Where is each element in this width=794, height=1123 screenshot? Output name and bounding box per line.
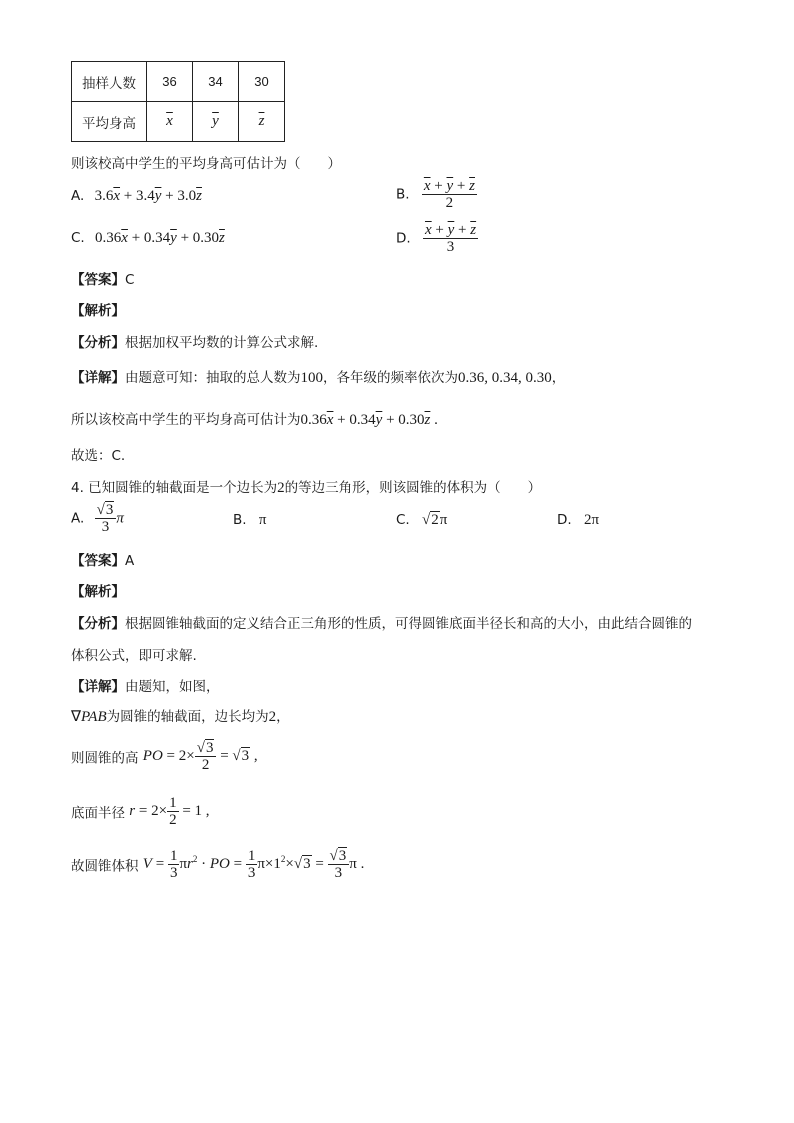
answer-tag: 【答案】 bbox=[71, 272, 125, 288]
triangle-line bbox=[71, 705, 290, 726]
radius-text: 底面半径 bbox=[71, 805, 125, 822]
option-c bbox=[71, 230, 225, 247]
analysis-tag: 【解析】 bbox=[71, 584, 125, 600]
detail-tag: 【详解】 bbox=[71, 370, 125, 386]
q4-option-b bbox=[233, 512, 266, 529]
table-row-label: 抽样人数 bbox=[72, 62, 147, 102]
table-row bbox=[72, 102, 285, 142]
option-label: B. bbox=[233, 512, 247, 528]
side-length: 2 bbox=[277, 480, 285, 496]
conclusion-text: 所以该校高中学生的平均身高可估计为 bbox=[71, 412, 301, 428]
analysis-tag: 【解析】 bbox=[71, 303, 125, 319]
fenxi-tag: 【分析】 bbox=[71, 335, 125, 351]
table-cell: $\overline{x}$ bbox=[147, 102, 193, 142]
table-cell: 30 bbox=[239, 62, 285, 102]
conclusion-line bbox=[71, 408, 438, 429]
total-count: 100 bbox=[300, 370, 323, 386]
triangle-expression: ∇PAB bbox=[71, 709, 107, 725]
fenxi-line bbox=[71, 612, 692, 632]
option-d-value: 2π bbox=[583, 512, 600, 528]
option-a bbox=[71, 188, 202, 205]
question-text: 则该校高中学生的平均身高可估计为（ ） bbox=[71, 156, 341, 172]
option-label: D. bbox=[396, 230, 411, 247]
option-a-expression: $3.6\overline{x} + 3.4\overline{y} + 3.0\overline{z}$ bbox=[94, 188, 202, 204]
answer-line bbox=[71, 268, 134, 288]
detail-text: 由题知，如图， bbox=[125, 679, 220, 695]
triangle-text: 为圆锥的轴截面，边长均为 bbox=[106, 709, 269, 725]
fenxi-text: 根据加权平均数的计算公式求解. bbox=[125, 335, 319, 351]
question-text: 4. 已知圆锥的轴截面是一个边长为 bbox=[71, 480, 278, 496]
frequencies: 0.36, 0.34, 0.30 bbox=[458, 370, 552, 386]
side-value: 2 bbox=[268, 709, 277, 725]
volume-expression: V = $\frac{1}{3}$ $\pi r^2$ · PO = $\frac{1}{3}$ $\pi\times 1^2\times√3$ = $\frac{√3}{3}$ π . bbox=[142, 848, 365, 881]
choose-line: 故选：C. bbox=[71, 448, 126, 464]
radius-expression: r = 2× $\frac{1}{2}$ = 1 , bbox=[129, 795, 210, 828]
radius-line bbox=[71, 795, 210, 828]
option-b bbox=[396, 178, 477, 211]
option-c-expression: $0.36\overline{x} + 0.34\overline{y} + 0.30\overline{z}$ bbox=[95, 230, 225, 246]
height-text: 则圆锥的高 bbox=[71, 750, 139, 767]
sample-table bbox=[71, 61, 285, 142]
table-cell: 36 bbox=[147, 62, 193, 102]
table-cell: $\overline{z}$ bbox=[239, 102, 285, 142]
q4-option-c bbox=[396, 512, 447, 529]
height-expression: PO = 2× $\frac{√3}{2}$ = √3 , bbox=[142, 740, 258, 773]
detail-text: ，各年级的频率依次为 bbox=[323, 370, 458, 386]
option-d-fraction: $\frac{\overline{x} + \overline{y} + \overline{z}}{3}$ bbox=[424, 222, 477, 255]
option-d bbox=[396, 222, 478, 255]
fenxi-line-2: 体积公式，即可求解. bbox=[71, 648, 197, 664]
q4-option-d bbox=[557, 512, 599, 529]
option-c-value: √2π bbox=[422, 512, 448, 528]
option-b-fraction: $\frac{\overline{x} + \overline{y} + \overline{z}}{2}$ bbox=[423, 178, 475, 211]
triangle-text: ， bbox=[276, 709, 290, 725]
height-line bbox=[71, 740, 258, 773]
fenxi-tag: 【分析】 bbox=[71, 616, 125, 632]
detail-line bbox=[71, 366, 565, 387]
table-row bbox=[72, 62, 285, 102]
option-label: A. bbox=[71, 188, 85, 204]
option-b-value: π bbox=[258, 512, 267, 528]
option-a-fraction: $\frac{√3}{3}$ bbox=[95, 502, 117, 535]
option-label: B. bbox=[396, 186, 410, 203]
answer-value: A bbox=[125, 553, 135, 569]
option-label: C. bbox=[396, 512, 410, 528]
volume-line bbox=[71, 848, 364, 881]
answer-tag: 【答案】 bbox=[71, 553, 125, 569]
fenxi-text: 根据圆锥轴截面的定义结合正三角形的性质，可得圆锥底面半径长和高的大小，由此结合圆锥的 bbox=[125, 616, 692, 632]
table-row-label: 平均身高 bbox=[72, 102, 147, 142]
detail-tag: 【详解】 bbox=[71, 679, 125, 695]
q4-option-a: A. $\frac{√3}{3}$ π bbox=[71, 502, 124, 535]
conclusion-expression: $0.36\overline{x} + 0.34\overline{y} + 0.30\overline{z}$ . bbox=[300, 412, 438, 428]
answer-line bbox=[71, 549, 134, 569]
fenxi-line bbox=[71, 331, 318, 351]
volume-text: 故圆锥体积 bbox=[71, 858, 139, 875]
detail-text: ， bbox=[551, 370, 566, 386]
option-label: C. bbox=[71, 230, 85, 246]
option-label: A. bbox=[71, 510, 85, 527]
question-text: 的等边三角形，则该圆锥的体积为（ ） bbox=[284, 480, 542, 496]
detail-text: 由题意可知：抽取的总人数为 bbox=[125, 370, 301, 386]
option-label: D. bbox=[557, 512, 572, 528]
question-4 bbox=[71, 476, 541, 497]
detail-line bbox=[71, 675, 220, 695]
table-cell: $\overline{y}$ bbox=[193, 102, 239, 142]
table-cell: 34 bbox=[193, 62, 239, 102]
answer-value: C bbox=[125, 272, 135, 288]
